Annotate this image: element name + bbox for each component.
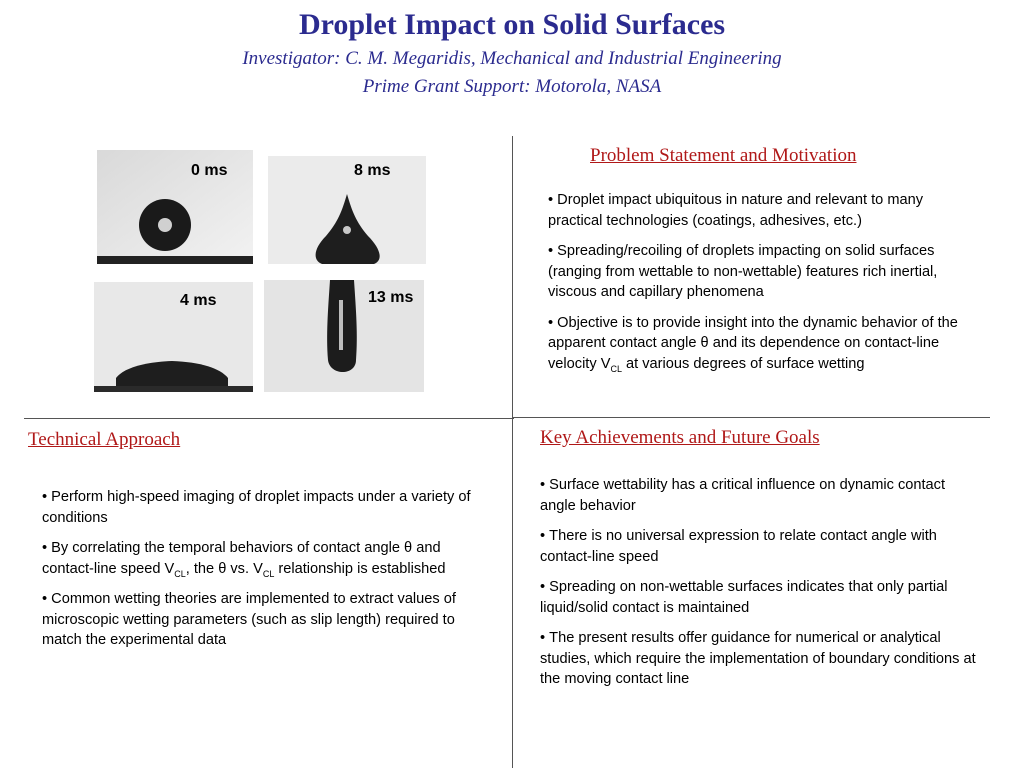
panel-label-4ms: 4 ms	[180, 292, 217, 309]
list-item	[42, 487, 482, 528]
list-item	[540, 526, 980, 567]
panel-label-0ms: 0 ms	[191, 162, 228, 179]
horizontal-divider-left	[24, 418, 514, 419]
achievement-bullet-4: • The present results offer guidance for numerical or analytical studies, which require the implementation of boundary conditions at the moving contact line	[540, 630, 976, 687]
achievement-bullet-2: • There is no universal expression to relate contact angle with contact-line speed	[540, 528, 937, 565]
investigator-line: Investigator: C. M. Megaridis, Mechanical and Industrial Engineering	[242, 48, 782, 69]
problem-heading: Problem Statement and Motivation	[590, 145, 857, 166]
achievement-bullet-1: • Surface wettability has a critical influence on dynamic contact angle behavior	[540, 477, 945, 514]
droplet-8ms-image	[268, 156, 426, 264]
droplet-photo-8ms	[268, 156, 426, 264]
problem-bullets	[548, 190, 978, 384]
page-title: Droplet Impact on Solid Surfaces	[298, 8, 726, 41]
technical-bullet-1: • Perform high-speed imaging of droplet impacts under a variety of conditions	[42, 489, 471, 526]
list-item	[540, 577, 980, 618]
problem-bullet-3a: • Objective is to provide insight into the dynamic behavior of the apparent contact angle θ and its dependence on contact-line velocity V	[548, 315, 958, 372]
problem-bullet-2: • Spreading/recoiling of droplets impacting on solid surfaces (ranging from wettable to non-wettable) features rich inertial, viscous and capillary phenomena	[548, 243, 937, 300]
list-item	[42, 538, 482, 579]
grant-support-line: Prime Grant Support: Motorola, NASA	[362, 76, 662, 97]
vertical-divider	[512, 136, 513, 768]
technical-heading: Technical Approach	[28, 429, 181, 450]
technical-bullet-2c: relationship is established	[274, 560, 446, 577]
technical-bullet-2b: , the θ vs. V	[185, 560, 263, 577]
achievement-bullet-3: • Spreading on non-wettable surfaces indicates that only partial liquid/solid contact is maintained	[540, 579, 948, 616]
panel-label-8ms: 8 ms	[354, 162, 391, 179]
list-item	[548, 190, 978, 231]
droplet-4ms-image	[94, 282, 253, 392]
droplet-photo-13ms	[264, 280, 424, 392]
panel-label-13ms: 13 ms	[368, 289, 414, 306]
subscript-cl: CL	[262, 568, 275, 579]
technical-bullets	[42, 487, 482, 661]
droplet-photo-4ms	[94, 282, 253, 392]
achievements-heading: Key Achievements and Future Goals	[540, 427, 820, 448]
list-item	[42, 589, 482, 651]
list-item	[548, 241, 978, 303]
list-item	[548, 313, 978, 375]
problem-bullet-1: • Droplet impact ubiquitous in nature and relevant to many practical technologies (coatings, adhesives, etc.)	[548, 192, 923, 229]
subscript-cl: CL	[174, 568, 186, 579]
subscript-cl: CL	[610, 363, 622, 374]
achievements-bullets	[540, 475, 980, 700]
droplet-0ms-image	[97, 150, 253, 264]
droplet-photo-0ms	[97, 150, 253, 264]
list-item	[540, 475, 980, 516]
technical-bullet-3: • Common wetting theories are implemented to extract values of microscopic wetting parameters (such as slip length) required to match the experimental data	[42, 591, 456, 648]
horizontal-divider-right	[512, 417, 990, 418]
technical-bullet-2a: • By correlating the temporal behaviors of contact angle θ and contact-line speed V	[42, 540, 441, 577]
problem-bullet-3b: at various degrees of surface wetting	[621, 355, 865, 372]
list-item	[540, 628, 980, 690]
